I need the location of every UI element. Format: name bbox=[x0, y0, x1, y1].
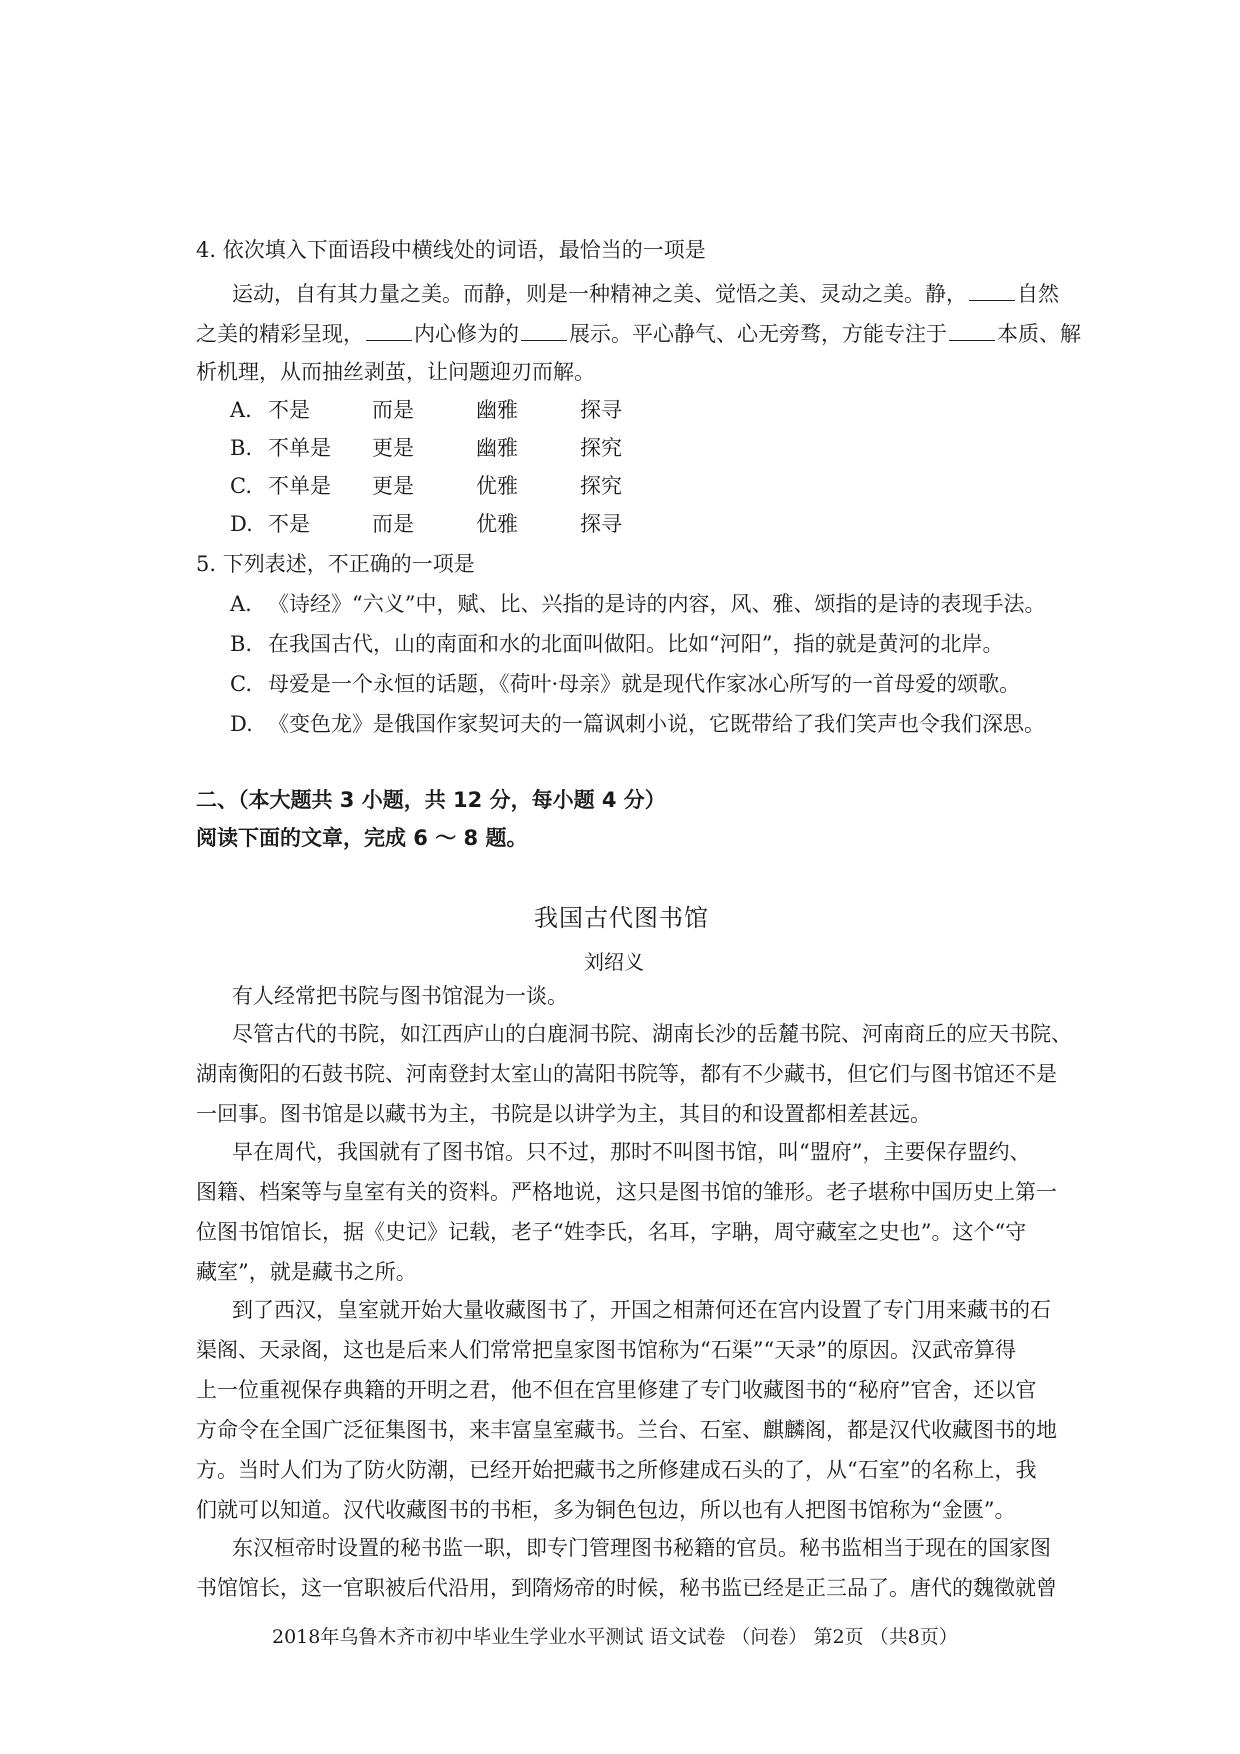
q5-option-c bbox=[230, 674, 1020, 695]
q4-passage-text: 之美的精彩呈现， bbox=[196, 322, 364, 346]
q4-passage-text: 展示。平心静气、心无旁骛，方能专注于 bbox=[569, 322, 947, 346]
article-line: 东汉桓帝时设置的秘书监一职，即专门管理图书秘籍的官员。秘书监相当于现在的国家图 bbox=[232, 1536, 1051, 1560]
option-word: 更是 bbox=[372, 474, 414, 498]
fill-blank-4 bbox=[949, 322, 995, 341]
option-word: 不是 bbox=[268, 398, 310, 422]
q4-passage-text: 内心修为的 bbox=[414, 322, 519, 346]
article-line: 藏室”，就是藏书之所。 bbox=[196, 1260, 417, 1284]
option-word: 而是 bbox=[372, 512, 414, 536]
q4-passage-text: 运动，自有其力量之美。而静，则是一种精神之美、觉悟之美、灵动之美。静， bbox=[232, 282, 967, 306]
option-word: 探究 bbox=[580, 474, 622, 498]
option-letter: B. bbox=[230, 632, 253, 656]
article-line: 渠阁、天录阁，这也是后来人们常常把皇家图书馆称为“石渠”“天录”的原因。汉武帝算得 bbox=[196, 1338, 1016, 1362]
option-word: 不是 bbox=[268, 512, 310, 536]
fill-blank-3 bbox=[521, 322, 567, 341]
article-line: 尽管古代的书院，如江西庐山的白鹿洞书院、湖南长沙的岳麓书院、河南商丘的应天书院、 bbox=[232, 1022, 1072, 1046]
q5-option-b bbox=[230, 634, 1003, 655]
q4-stem: 4. 依次填入下面语段中横线处的词语，最恰当的一项是 bbox=[196, 238, 706, 262]
option-word: 不单是 bbox=[268, 474, 331, 498]
q4-passage-line-3: 析机理，从而抽丝剥茧，让问题迎刃而解。 bbox=[196, 360, 595, 384]
q4-option-c bbox=[230, 476, 684, 497]
article-title: 我国古代图书馆 bbox=[534, 904, 709, 932]
option-word: 优雅 bbox=[476, 474, 518, 498]
article-line: 到了西汉，皇室就开始大量收藏图书了，开国之相萧何还在宫内设置了专门用来藏书的石 bbox=[232, 1298, 1051, 1322]
q4-passage-line-1 bbox=[232, 282, 1059, 305]
option-letter: D. bbox=[230, 512, 253, 536]
option-letter: A. bbox=[230, 592, 252, 616]
article-author: 刘绍义 bbox=[584, 950, 644, 974]
option-letter: C. bbox=[230, 474, 252, 498]
q4-option-d bbox=[230, 514, 684, 535]
option-letter: B. bbox=[230, 436, 253, 460]
option-letter: D. bbox=[230, 712, 253, 736]
article-line: 图籍、档案等与皇室有关的资料。严格地说，这只是图书馆的雏形。老子堪称中国历史上第一 bbox=[196, 1180, 1057, 1204]
q4-option-a bbox=[230, 400, 684, 421]
q4-passage-text: 自然 bbox=[1017, 282, 1059, 306]
option-word: 探寻 bbox=[580, 398, 622, 422]
section-instruction: 阅读下面的文章，完成 6 ～ 8 题。 bbox=[196, 826, 528, 850]
option-word: 不单是 bbox=[268, 436, 331, 460]
article-line: 上一位重视保存典籍的开明之君，他不但在宫里修建了专门收藏图书的“秘府”官舍，还以官 bbox=[196, 1378, 1037, 1402]
q4-passage-text: 本质、解 bbox=[997, 322, 1081, 346]
option-text: 母爱是一个永恒的话题，《荷叶·母亲》就是现代作家冰心所写的一首母爱的颂歌。 bbox=[268, 672, 1021, 696]
option-text: 在我国古代，山的南面和水的北面叫做阳。比如“河阳”，指的就是黄河的北岸。 bbox=[268, 632, 1004, 656]
option-text: 《诗经》“六义”中，赋、比、兴指的是诗的内容，风、雅、颂指的是诗的表现手法。 bbox=[268, 592, 1046, 616]
option-letter: C. bbox=[230, 672, 252, 696]
q5-option-d bbox=[230, 714, 1045, 735]
article-line: 位图书馆馆长，据《史记》记载，老子“姓李氏，名耳，字聃，周守藏室之史也”。这个“守 bbox=[196, 1220, 1027, 1244]
article-line: 早在周代，我国就有了图书馆。只不过，那时不叫图书馆，叫“盟府”，主要保存盟约、 bbox=[232, 1140, 1031, 1164]
article-line: 们就可以知道。汉代收藏图书的书柜，多为铜色包边，所以也有人把图书馆称为“金匮”。 bbox=[196, 1498, 1016, 1522]
page-footer: 2018年乌鲁木齐市初中毕业生学业水平测试 语文试卷 （问卷） 第2页 （共8页） bbox=[272, 1626, 958, 1648]
option-word: 更是 bbox=[372, 436, 414, 460]
article-line: 方命令在全国广泛征集图书，来丰富皇室藏书。兰台、石室、麒麟阁，都是汉代收藏图书的地 bbox=[196, 1418, 1057, 1442]
option-word: 优雅 bbox=[476, 512, 518, 536]
q4-passage-line-2 bbox=[196, 322, 1081, 345]
option-letter: A. bbox=[230, 398, 252, 422]
fill-blank-1 bbox=[969, 282, 1015, 301]
option-word: 幽雅 bbox=[476, 398, 518, 422]
article-line: 一回事。图书馆是以藏书为主，书院是以讲学为主，其目的和设置都相差甚远。 bbox=[196, 1102, 931, 1126]
q5-stem: 5. 下列表述，不正确的一项是 bbox=[196, 552, 475, 576]
fill-blank-2 bbox=[366, 322, 412, 341]
option-text: 《变色龙》是俄国作家契诃夫的一篇讽刺小说，它既带给了我们笑声也令我们深思。 bbox=[268, 712, 1045, 736]
option-word: 探究 bbox=[580, 436, 622, 460]
option-word: 探寻 bbox=[580, 512, 622, 536]
article-line: 书馆馆长，这一官职被后代沿用，到隋炀帝的时候，秘书监已经是正三品了。唐代的魏徵就曾 bbox=[196, 1576, 1057, 1600]
section-heading: 二、（本大题共 3 小题，共 12 分，每小题 4 分） bbox=[196, 788, 666, 812]
article-line: 方。当时人们为了防火防潮，已经开始把藏书之所修建成石头的了，从“石室”的名称上，我 bbox=[196, 1458, 1037, 1482]
q4-option-b bbox=[230, 438, 684, 459]
option-word: 幽雅 bbox=[476, 436, 518, 460]
option-word: 而是 bbox=[372, 398, 414, 422]
article-line: 有人经常把书院与图书馆混为一谈。 bbox=[232, 984, 568, 1008]
article-line: 湖南衡阳的石鼓书院、河南登封太室山的嵩阳书院等，都有不少藏书，但它们与图书馆还不是 bbox=[196, 1062, 1057, 1086]
q5-option-a bbox=[230, 594, 1045, 615]
